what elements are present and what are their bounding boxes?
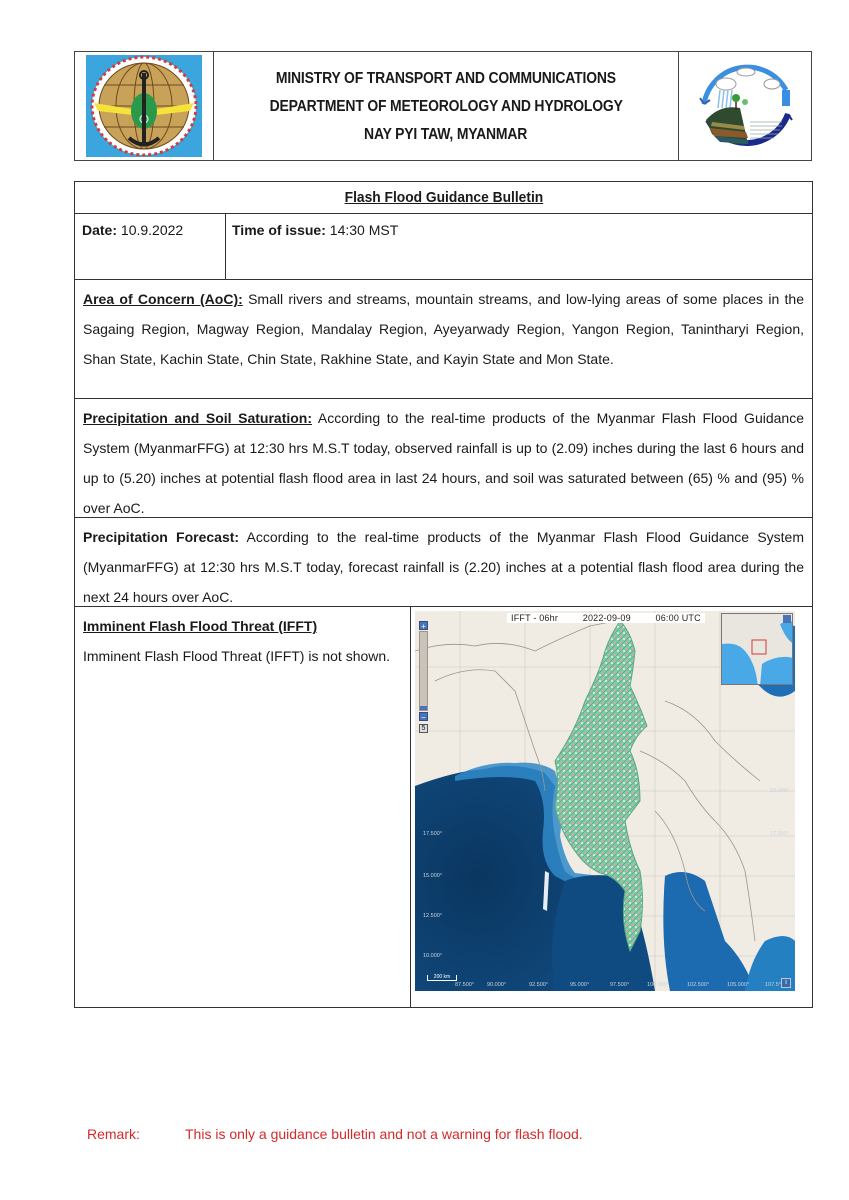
time-label: Time of issue: — [232, 222, 326, 238]
lat-label: 23.000° — [769, 788, 789, 794]
zoom-level-indicator: 5 — [419, 724, 428, 733]
forecast-heading: Precipitation Forecast: — [83, 529, 240, 545]
lat-label: 17.500° — [423, 831, 443, 837]
date-cell — [75, 214, 226, 279]
lat-label: 15.000° — [423, 873, 443, 879]
ifft-map-cell — [411, 607, 812, 1007]
lon-label: 105.000° — [727, 982, 750, 988]
lon-label: 87.500° — [455, 982, 475, 988]
overview-map[interactable] — [721, 613, 793, 685]
location: NAY PYI TAW, MYANMAR — [364, 126, 528, 143]
lat-label: 10.000° — [423, 953, 443, 959]
ifft-text: Imminent Flash Flood Threat (IFFT) is not shown. — [83, 648, 391, 664]
map-date: 2022-09-09 — [582, 613, 631, 623]
ministry-emblem-cell — [75, 52, 214, 160]
map-time: 06:00 UTC — [655, 613, 701, 623]
letterhead — [74, 51, 812, 161]
aoc-heading: Area of Concern (AoC): — [83, 291, 243, 307]
zoom-in-button[interactable]: + — [419, 621, 428, 630]
lat-label: 12.500° — [423, 913, 443, 919]
bulletin-table — [74, 181, 813, 1008]
lon-label: 92.500° — [529, 982, 549, 988]
overview-toggle-button[interactable] — [783, 615, 791, 623]
date-value: 10.9.2022 — [117, 222, 184, 238]
lon-label: 107.5° — [765, 982, 781, 988]
remark-label: Remark: — [87, 1126, 140, 1142]
remark — [87, 1126, 583, 1142]
time-value: 14:30 MST — [325, 222, 399, 238]
time-cell — [226, 214, 812, 279]
ifft-map[interactable] — [415, 611, 795, 991]
date-time-row — [75, 214, 812, 280]
zoom-out-button[interactable]: − — [419, 712, 428, 721]
ifft-heading: Imminent Flash Flood Threat (IFFT) — [83, 618, 318, 634]
lon-label: 90.000° — [487, 982, 507, 988]
map-title-bar — [507, 613, 705, 623]
remark-text: This is only a guidance bulletin and not a warning for flash flood. — [185, 1126, 583, 1142]
lon-label: 100.000° — [647, 982, 670, 988]
letterhead-text — [214, 52, 678, 160]
forecast-text: According to the real-time products of the Myanmar Flash Flood Guidance System (MyanmarFFG) at 12:30 hrs M.S.T today, forecast rainfall is (2.20) inches at a potential flash flood area during the next 24 hours over AoC. — [83, 529, 805, 605]
ministry-emblem-icon — [84, 53, 204, 159]
zoom-slider-thumb[interactable] — [420, 706, 427, 710]
map-info-button[interactable]: i — [781, 978, 791, 988]
map-product: IFFT - 06hr — [511, 613, 559, 623]
scale-bar: 200 km — [427, 975, 457, 981]
bulletin-title: Flash Flood Guidance Bulletin — [344, 189, 543, 206]
dmh-logo-cell — [678, 52, 811, 160]
zoom-slider[interactable] — [419, 631, 428, 711]
soil-text: According to the real-time products of the Myanmar Flash Flood Guidance System (MyanmarFFG) at 12:30 hrs M.S.T today, observed rainfall is up to (2.09) inches during the last 6 hours and up to (5.20) inches at potential flash flood area in last 24 hours, and soil was saturated between (65) % and (95) % over AoC. — [83, 410, 804, 516]
water-cycle-icon — [690, 54, 800, 158]
soil-heading: Precipitation and Soil Saturation: — [83, 410, 313, 426]
department-name: DEPARTMENT OF METEOROLOGY AND HYDROLOGY — [269, 98, 623, 115]
bulletin-title-row — [75, 182, 812, 214]
date-label: Date: — [82, 222, 118, 238]
ifft-section — [75, 607, 812, 1007]
precip-soil-section — [75, 399, 812, 518]
ministry-name: MINISTRY OF TRANSPORT AND COMMUNICATIONS — [275, 70, 617, 87]
lon-label: 97.500° — [610, 982, 630, 988]
precip-forecast-section — [75, 518, 812, 607]
lat-label: 17.500° — [769, 831, 789, 837]
overview-map-canvas — [722, 614, 793, 685]
lon-label: 95.000° — [570, 982, 590, 988]
aoc-text: Small rivers and streams, mountain streams, and low-lying areas of some places in the Sagaing Region, Magway Region, Mandalay Region, Ayeyarwady Region, Yangon Region, Tanintharyi Region, Shan State, Kachin State, Chin State, Rakhine State, and Kayin State and Mon State. — [83, 291, 804, 367]
ifft-text-cell — [75, 607, 411, 1007]
zoom-control — [419, 621, 428, 733]
lon-label: 102.500° — [687, 982, 710, 988]
area-of-concern-section — [75, 280, 812, 399]
